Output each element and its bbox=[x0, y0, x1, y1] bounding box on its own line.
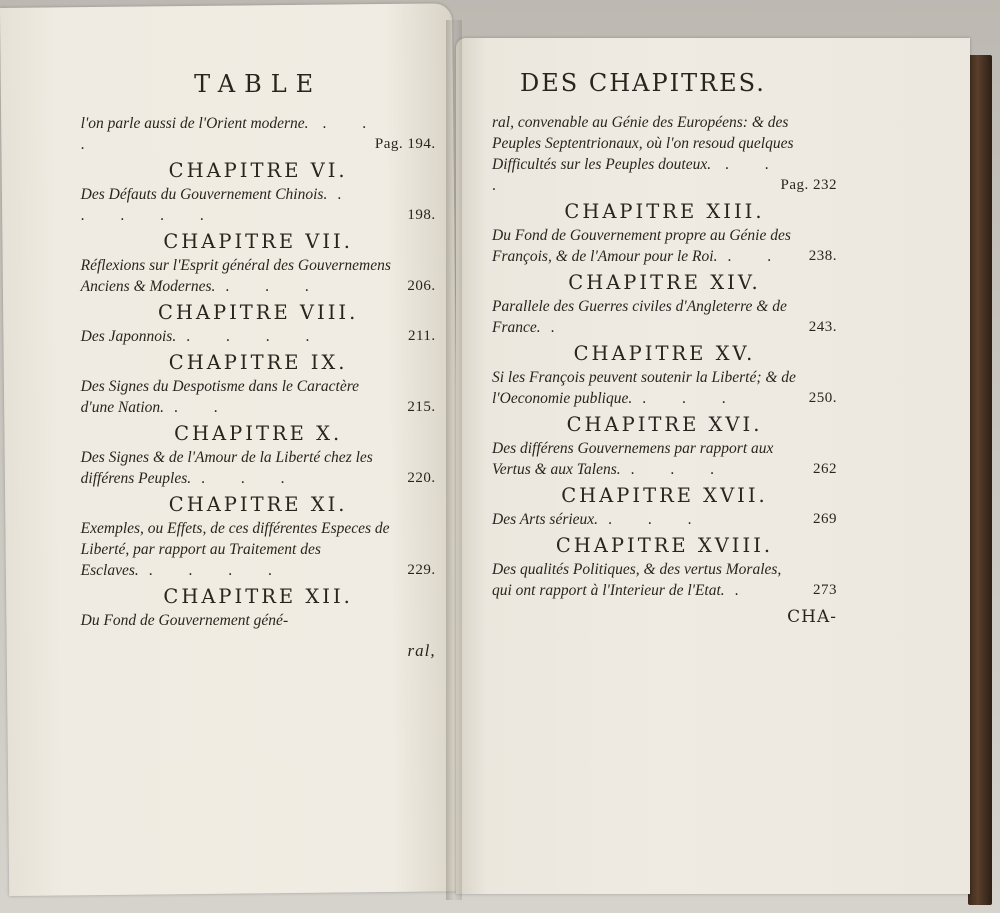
toc-entry bbox=[492, 438, 837, 480]
page-number: 229. bbox=[407, 562, 436, 579]
toc-entry bbox=[81, 255, 436, 297]
page-number: 250. bbox=[808, 390, 837, 406]
toc-entry bbox=[81, 184, 436, 226]
toc-entry bbox=[81, 610, 436, 631]
toc-entry bbox=[81, 113, 436, 155]
entry-text: Si les François peuvent soutenir la Liberté; & de l'Oeconomie publique. bbox=[492, 369, 796, 407]
entry-text: Des Arts sérieux. bbox=[492, 511, 599, 528]
leader-dots: . . bbox=[174, 399, 234, 417]
page-number: 206. bbox=[407, 278, 436, 295]
chapter-title: CHAPITRE XIV. bbox=[568, 271, 761, 294]
page-header: TABLE bbox=[194, 70, 323, 99]
entry-text: Du Fond de Gouvernement propre au Génie des François, & de l'Amour pour le Roi. bbox=[492, 227, 791, 265]
entry-text: Des différens Gouvernemens par rapport aux Vertus & aux Talens. bbox=[492, 440, 774, 478]
leader-dots: . . . bbox=[201, 470, 301, 488]
leader-dots: . . . bbox=[608, 511, 708, 528]
right-page-content bbox=[492, 68, 837, 627]
entry-text: Des Défauts du Gouvernement Chinois. bbox=[80, 186, 328, 204]
left-page bbox=[0, 3, 461, 896]
leader-dots: . . . bbox=[492, 156, 785, 194]
page-number: Pag. 194. bbox=[374, 136, 436, 153]
toc-entry bbox=[492, 559, 837, 601]
toc-entry bbox=[81, 376, 436, 418]
page-number: 269 bbox=[813, 511, 837, 527]
leader-dots: . . . . bbox=[148, 562, 288, 580]
leader-dots: . bbox=[550, 319, 571, 336]
toc-entry bbox=[492, 112, 837, 196]
chapter-title: CHAPITRE XVII. bbox=[561, 484, 768, 507]
page-number: 238. bbox=[808, 248, 837, 264]
page-number: 220. bbox=[407, 470, 436, 487]
page-number: Pag. 232 bbox=[780, 177, 837, 193]
toc-entry bbox=[492, 509, 837, 530]
chapter-list bbox=[492, 199, 837, 601]
leader-dots: . . bbox=[727, 248, 788, 265]
toc-entry bbox=[81, 518, 436, 581]
chapter-title: CHAPITRE XV. bbox=[573, 342, 756, 365]
page-number: 215. bbox=[407, 399, 436, 416]
book-gutter bbox=[446, 20, 462, 900]
page-number: 273 bbox=[813, 582, 837, 598]
entry-text: Des Signes & de l'Amour de la Liberté chez les différens Peuples. bbox=[80, 449, 373, 488]
toc-entry bbox=[492, 225, 837, 267]
chapter-title: CHAPITRE XVI. bbox=[566, 413, 763, 436]
page-number: 211. bbox=[407, 328, 436, 345]
entry-text: Parallele des Guerres civiles d'Angleterre & de France. bbox=[492, 298, 787, 336]
page-number: 198. bbox=[407, 207, 436, 224]
chapter-title: CHAPITRE XII. bbox=[163, 585, 353, 609]
chapter-list bbox=[81, 158, 436, 631]
entry-text: Des Japonnois. bbox=[80, 328, 177, 346]
toc-entry bbox=[492, 296, 837, 338]
page-number: 262 bbox=[813, 461, 837, 477]
entry-text: Exemples, ou Effets, de ces différentes Especes de Liberté, par rapport au Traitement des Esclaves. bbox=[80, 520, 390, 580]
entry-text: Des Signes du Despotisme dans le Caractère d'une Nation. bbox=[80, 378, 360, 417]
leader-dots: . . . bbox=[80, 115, 383, 154]
page-header: DES CHAPITRES. bbox=[520, 69, 766, 97]
right-page bbox=[456, 38, 970, 894]
leader-dots: . . . . bbox=[186, 328, 326, 346]
catchword: CHA- bbox=[787, 607, 837, 627]
chapter-title: CHAPITRE VII. bbox=[163, 230, 353, 254]
entry-text: l'on parle aussi de l'Orient moderne. bbox=[80, 115, 309, 133]
left-page-content bbox=[81, 69, 436, 661]
chapter-title: CHAPITRE XIII. bbox=[564, 200, 765, 223]
leader-dots: . . . bbox=[225, 278, 325, 296]
leader-dots: . . . . . bbox=[80, 186, 358, 225]
toc-entry bbox=[492, 367, 837, 409]
leader-dots: . . . bbox=[642, 390, 742, 407]
toc-entry bbox=[81, 447, 436, 489]
book-cover-edge bbox=[968, 55, 992, 905]
entry-text: Réflexions sur l'Esprit général des Gouvernemens Anciens & Modernes. bbox=[80, 257, 391, 296]
chapter-title: CHAPITRE VI. bbox=[168, 159, 348, 183]
chapter-title: CHAPITRE X. bbox=[174, 422, 343, 446]
entry-text: Du Fond de Gouvernement géné- bbox=[80, 612, 289, 630]
chapter-title: CHAPITRE IX. bbox=[168, 351, 348, 375]
entry-text: ral, convenable au Génie des Européens: & des Peuples Septentrionaux, où l'on resoud quelques Difficultés sur les Peuples douteux. bbox=[492, 114, 794, 173]
leader-dots: . bbox=[734, 582, 755, 599]
page-number: 243. bbox=[808, 319, 837, 335]
entry-text: Des qualités Politiques, & des vertus Morales, qui ont rapport à l'Interieur de l'Etat. bbox=[492, 561, 782, 599]
chapter-title: CHAPITRE VIII. bbox=[157, 301, 359, 325]
chapter-title: CHAPITRE XI. bbox=[168, 493, 348, 517]
chapter-title: CHAPITRE XVIII. bbox=[555, 534, 774, 557]
toc-entry bbox=[81, 326, 436, 347]
catchword: ral, bbox=[407, 641, 436, 661]
leader-dots: . . . bbox=[630, 461, 730, 478]
